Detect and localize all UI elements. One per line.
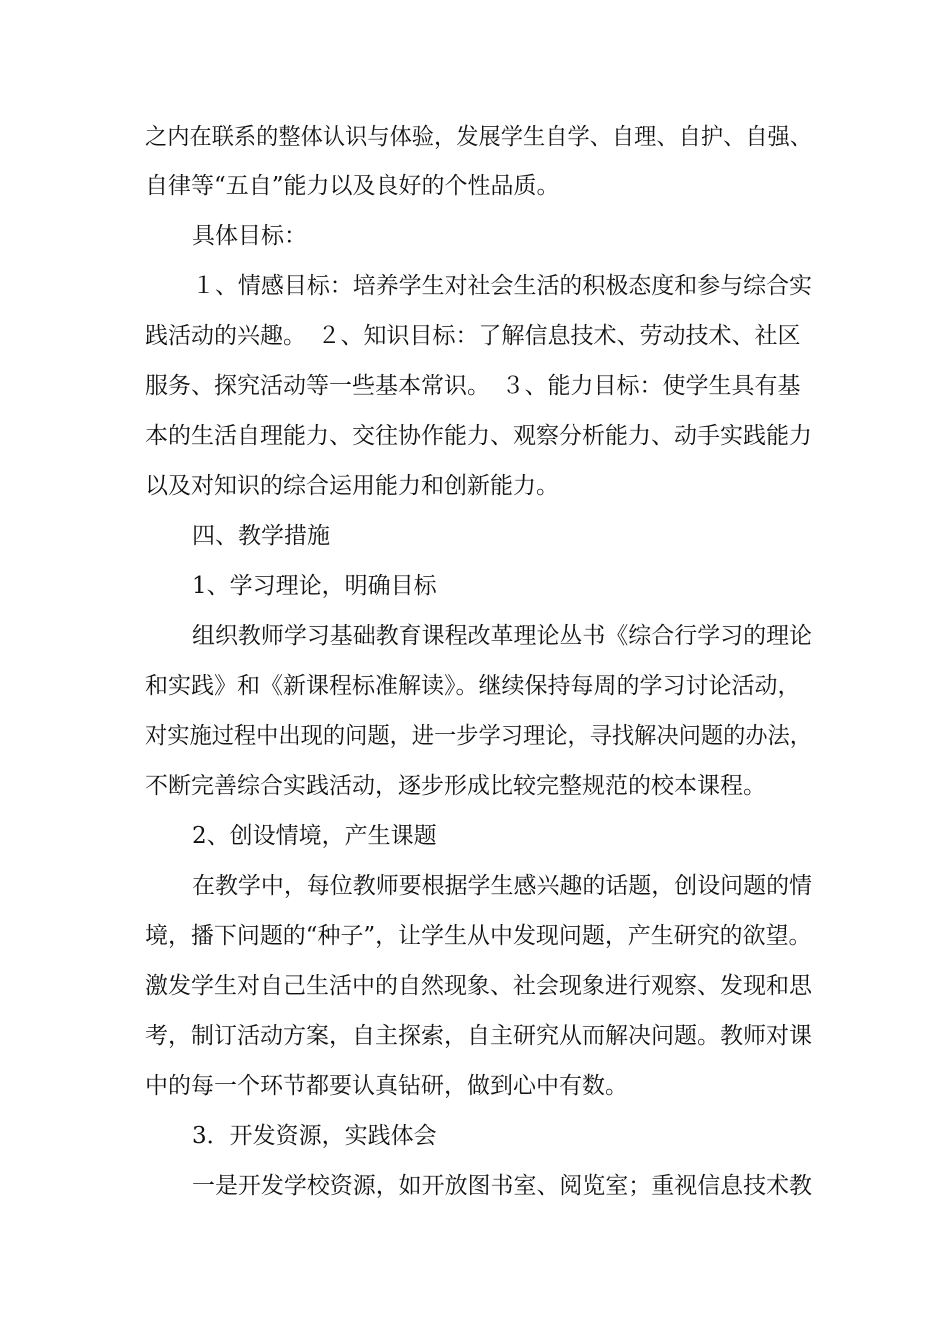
body-text-line: 对实施过程中出现的问题，进一步学习理论，寻找解决问题的办法， <box>145 723 813 749</box>
subsection-heading: 1、学习理论，明确目标 <box>192 573 437 599</box>
body-text-line: 在教学中，每位教师要根据学生感兴趣的话题，创设问题的情 <box>192 873 813 899</box>
body-text-line: 中的每一个环节都要认真钻研，做到心中有数。 <box>145 1073 628 1099</box>
body-text-line: 服务、探究活动等一些基本常识。 ３、能力目标：使学生具有基 <box>145 373 801 399</box>
body-text-line: 激发学生对自己生活中的自然现象、社会现象进行观察、发现和思 <box>145 973 812 999</box>
section-label: 具体目标： <box>192 223 307 249</box>
body-text-line: 组织教师学习基础教育课程改革理论丛书《综合行学习的理论 <box>192 623 813 649</box>
body-text-line: 不断完善综合实践活动，逐步形成比较完整规范的校本课程。 <box>145 773 766 799</box>
subsection-heading: 3．开发资源，实践体会 <box>192 1123 437 1149</box>
body-text-line: 考，制订活动方案，自主探索，自主研究从而解决问题。教师对课 <box>145 1023 812 1049</box>
body-text-line: 以及对知识的综合运用能力和创新能力。 <box>145 473 559 499</box>
body-text-line: 自律等“五自”能力以及良好的个性品质。 <box>145 173 560 199</box>
body-text-line: 践活动的兴趣。 ２、知识目标：了解信息技术、劳动技术、社区 <box>145 323 801 349</box>
body-text-line: 本的生活自理能力、交往协作能力、观察分析能力、动手实践能力 <box>145 423 812 449</box>
body-text-line: １、情感目标：培养学生对社会生活的积极态度和参与综合实 <box>192 273 813 299</box>
subsection-heading: 2、创设情境，产生课题 <box>192 823 437 849</box>
body-text-line: 境，播下问题的“种子”，让学生从中发现问题，产生研究的欲望。 <box>145 923 812 949</box>
section-heading: 四、教学措施 <box>192 523 330 549</box>
body-text-line: 一是开发学校资源，如开放图书室、阅览室；重视信息技术教 <box>192 1173 813 1199</box>
body-text-line: 和实践》和《新课程标准解读》。继续保持每周的学习讨论活动， <box>145 673 801 699</box>
body-text-line: 之内在联系的整体认识与体验，发展学生自学、自理、自护、自强、 <box>145 124 813 150</box>
